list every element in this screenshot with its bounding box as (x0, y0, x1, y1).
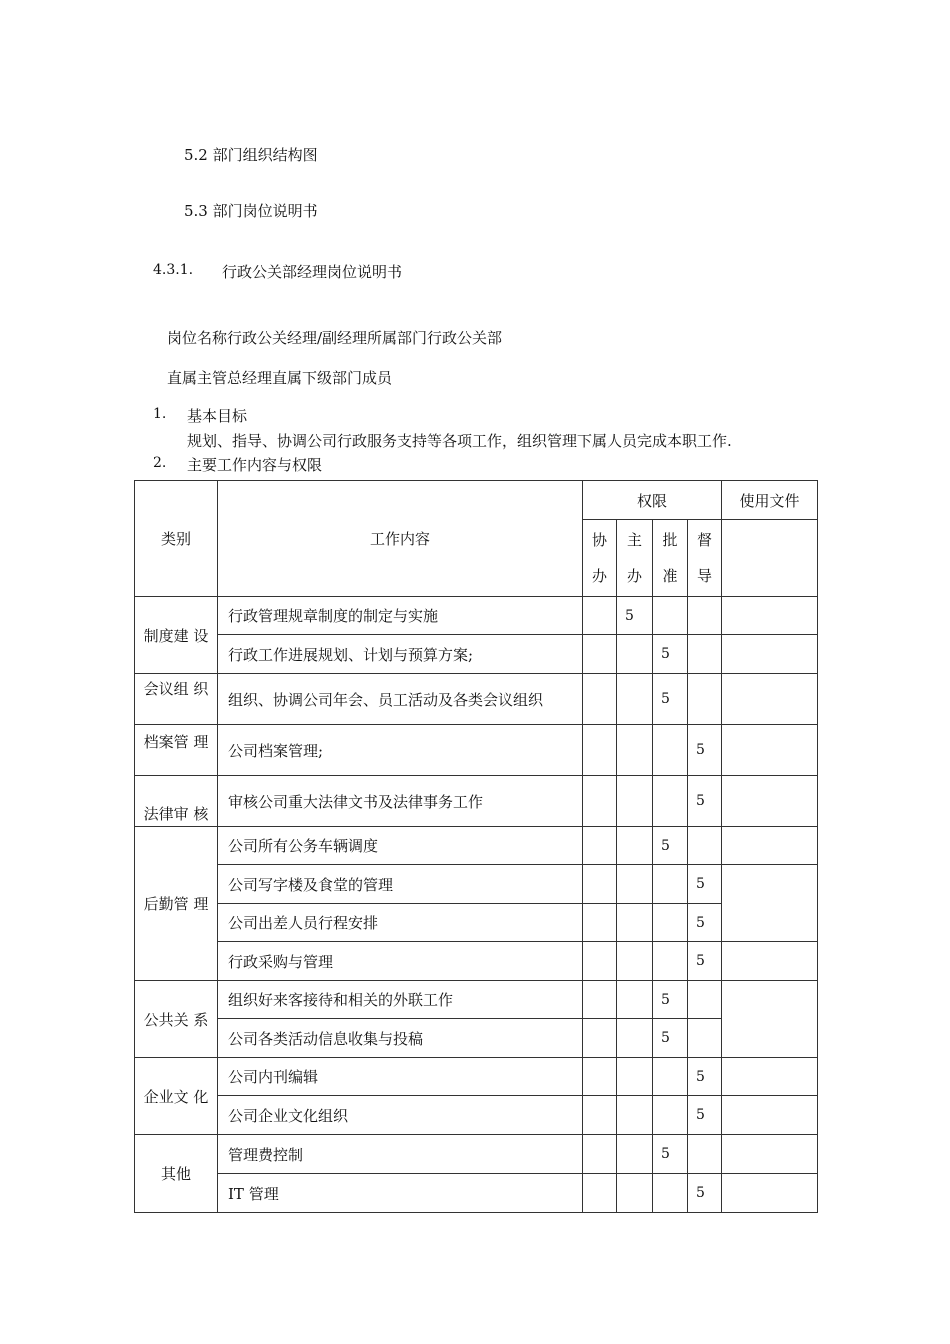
mark-approve: 5 (653, 981, 688, 1019)
mark-approve: 5 (653, 827, 688, 865)
table-row-content: 行政采购与管理 (218, 942, 583, 981)
category-cell: 法律审 核 (135, 776, 218, 827)
table-row-content: IT 管理 (218, 1174, 583, 1213)
category-cell: 档案管 理 (135, 725, 218, 776)
table-row-content: 公司档案管理; (218, 725, 583, 776)
mark-approve: 5 (653, 1135, 688, 1174)
mark-lead: 5 (617, 597, 653, 635)
header-files: 使用文件 (722, 481, 818, 520)
mark-supervise: 5 (688, 725, 722, 776)
table-row-content: 行政管理规章制度的制定与实施 (218, 597, 583, 635)
header-work-content: 工作内容 (218, 481, 583, 597)
section-body: 规划、指导、协调公司行政服务支持等各项工作，组织管理下属人员完成本职工作. (187, 432, 732, 450)
table-row-content: 管理费控制 (218, 1135, 583, 1174)
table-row-content: 公司企业文化组织 (218, 1096, 583, 1135)
table-row-content: 公司各类活动信息收集与投稿 (218, 1019, 583, 1058)
mark-supervise: 5 (688, 1174, 722, 1213)
heading-4-3-1-title: 行政公关部经理岗位说明书 (222, 263, 403, 281)
table-row-content: 公司所有公务车辆调度 (218, 827, 583, 865)
category-cell: 公共关 系 (135, 981, 218, 1058)
empty-cell (722, 520, 818, 597)
mark-supervise: 5 (688, 942, 722, 981)
mark-supervise: 5 (688, 904, 722, 942)
header-approve: 批 准 (653, 520, 688, 597)
category-cell: 企业文 化 (135, 1058, 218, 1135)
heading-4-3-1-number: 4.3.1. (153, 262, 194, 278)
heading-5-2: 5.2 部门组织结构图 (184, 146, 318, 164)
table-row-content: 公司内刊编辑 (218, 1058, 583, 1096)
section-number: 1. (153, 406, 167, 422)
table-row-content: 公司写字楼及食堂的管理 (218, 865, 583, 904)
table-row-content: 组织、协调公司年会、员工活动及各类会议组织 (218, 674, 583, 725)
header-category: 类别 (135, 481, 218, 597)
mark-approve: 5 (653, 1019, 688, 1058)
responsibility-table (134, 480, 818, 1213)
table-row-content: 公司出差人员行程安排 (218, 904, 583, 942)
position-info-line: 岗位名称行政公关经理/副经理所属部门行政公关部 (167, 329, 503, 347)
category-cell: 会议组 织 (135, 674, 218, 725)
mark-supervise: 5 (688, 1058, 722, 1096)
mark-approve: 5 (653, 674, 688, 725)
mark-approve: 5 (653, 635, 688, 674)
category-cell: 制度建 设 (135, 597, 218, 674)
header-supervise: 督 导 (688, 520, 722, 597)
category-cell: 后勤管 理 (135, 827, 218, 981)
supervisor-info-line: 直属主管总经理直属下级部门成员 (167, 369, 393, 387)
category-cell: 其他 (135, 1135, 218, 1213)
mark-supervise: 5 (688, 1096, 722, 1135)
table-row-content: 审核公司重大法律文书及法律事务工作 (218, 776, 583, 827)
heading-5-3: 5.3 部门岗位说明书 (184, 202, 318, 220)
section-number: 2. (153, 455, 167, 471)
mark-supervise: 5 (688, 865, 722, 904)
mark-supervise: 5 (688, 776, 722, 827)
table-row-content: 组织好来客接待和相关的外联工作 (218, 981, 583, 1019)
header-authority: 权限 (583, 481, 722, 520)
header-assist: 协 办 (583, 520, 617, 597)
section-title: 主要工作内容与权限 (187, 456, 323, 474)
header-lead: 主 办 (617, 520, 653, 597)
table-row-content: 行政工作进展规划、计划与预算方案; (218, 635, 583, 674)
section-title: 基本目标 (187, 407, 248, 425)
